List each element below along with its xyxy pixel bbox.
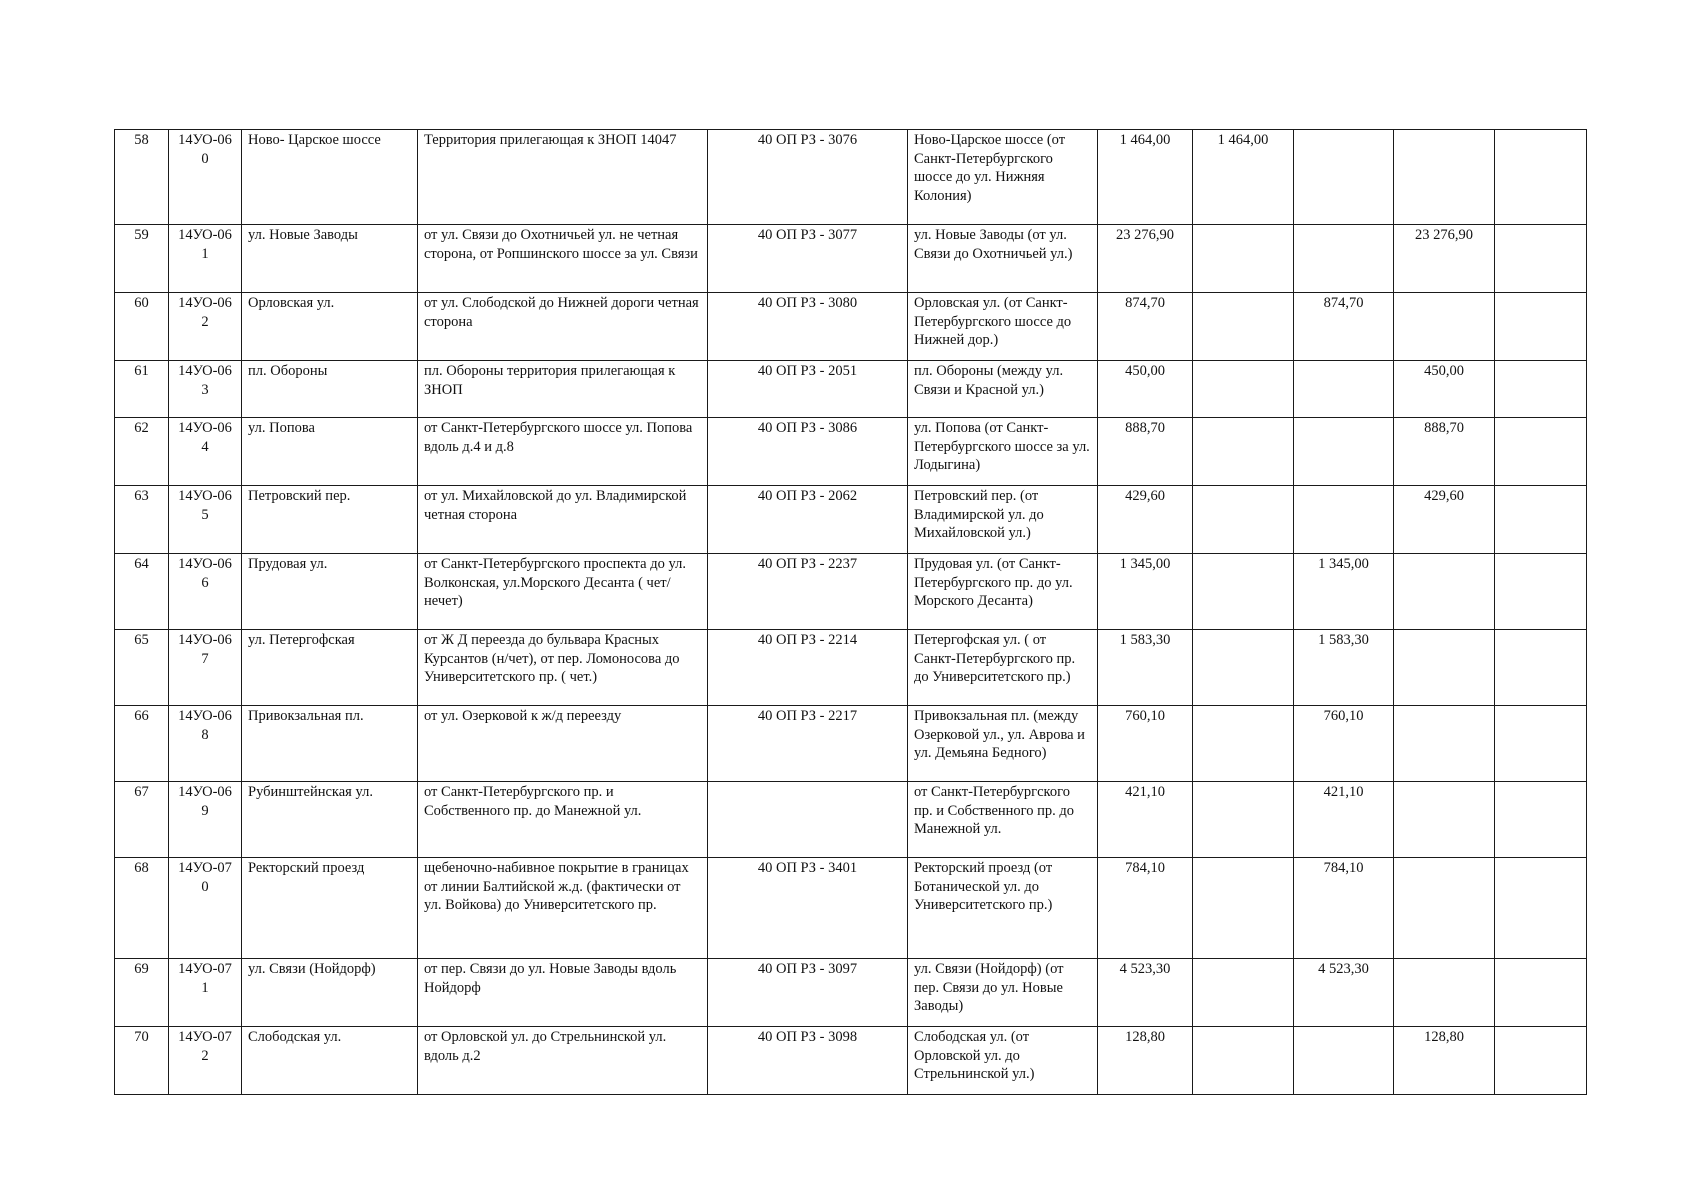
area-category-2: 1 583,30 xyxy=(1294,630,1394,706)
object-code: 14УО-069 xyxy=(169,782,242,858)
area-category-3 xyxy=(1394,630,1495,706)
area-category-3 xyxy=(1394,959,1495,1027)
road-full-name: Ректорский проезд (от Ботанической ул. до Университетского пр.) xyxy=(908,858,1098,959)
road-full-name: Слободская ул. (от Орловской ул. до Стрельнинской ул.) xyxy=(908,1027,1098,1095)
area-category-3 xyxy=(1394,706,1495,782)
table-row xyxy=(115,782,1587,858)
registry-number: 40 ОП РЗ - 3401 xyxy=(708,858,908,959)
area-total: 421,10 xyxy=(1098,782,1193,858)
area-total: 128,80 xyxy=(1098,1027,1193,1095)
area-category-1: 1 464,00 xyxy=(1193,130,1294,225)
street-name: Орловская ул. xyxy=(242,293,418,361)
area-category-2 xyxy=(1294,225,1394,293)
section-description: от Санкт-Петербургского проспекта до ул. Волконская, ул.Морского Десанта ( чет/нечет) xyxy=(418,554,708,630)
street-name: Ново- Царское шоссе xyxy=(242,130,418,225)
object-code: 14УО-065 xyxy=(169,486,242,554)
row-number: 59 xyxy=(115,225,169,293)
area-category-1 xyxy=(1193,554,1294,630)
street-name: Привокзальная пл. xyxy=(242,706,418,782)
table-row xyxy=(115,225,1587,293)
area-category-2: 421,10 xyxy=(1294,782,1394,858)
area-category-4 xyxy=(1495,554,1587,630)
area-category-1 xyxy=(1193,858,1294,959)
row-number: 61 xyxy=(115,361,169,418)
area-category-1 xyxy=(1193,782,1294,858)
street-name: ул. Новые Заводы xyxy=(242,225,418,293)
street-name: Ректорский проезд xyxy=(242,858,418,959)
table-body xyxy=(115,130,1587,1095)
section-description: от ул. Озерковой к ж/д переезду xyxy=(418,706,708,782)
area-category-4 xyxy=(1495,293,1587,361)
row-number: 60 xyxy=(115,293,169,361)
road-full-name: от Санкт-Петербургского пр. и Собственного пр. до Манежной ул. xyxy=(908,782,1098,858)
area-category-4 xyxy=(1495,225,1587,293)
road-full-name: Ново-Царское шоссе (от Санкт-Петербургского шоссе до ул. Нижняя Колония) xyxy=(908,130,1098,225)
area-category-4 xyxy=(1495,486,1587,554)
registry-number: 40 ОП РЗ - 3098 xyxy=(708,1027,908,1095)
section-description: от пер. Связи до ул. Новые Заводы вдоль Нойдорф xyxy=(418,959,708,1027)
registry-number: 40 ОП РЗ - 2237 xyxy=(708,554,908,630)
area-total: 23 276,90 xyxy=(1098,225,1193,293)
area-total: 760,10 xyxy=(1098,706,1193,782)
area-category-2 xyxy=(1294,130,1394,225)
section-description: от ул. Михайловской до ул. Владимирской четная сторона xyxy=(418,486,708,554)
object-code: 14УО-063 xyxy=(169,361,242,418)
object-code: 14УО-068 xyxy=(169,706,242,782)
area-category-1 xyxy=(1193,486,1294,554)
object-code: 14УО-066 xyxy=(169,554,242,630)
registry-number: 40 ОП РЗ - 2214 xyxy=(708,630,908,706)
area-category-3 xyxy=(1394,130,1495,225)
area-total: 784,10 xyxy=(1098,858,1193,959)
area-category-2 xyxy=(1294,1027,1394,1095)
street-name: Слободская ул. xyxy=(242,1027,418,1095)
registry-number: 40 ОП РЗ - 3097 xyxy=(708,959,908,1027)
area-category-2: 4 523,30 xyxy=(1294,959,1394,1027)
object-code: 14УО-060 xyxy=(169,130,242,225)
street-name: Петровский пер. xyxy=(242,486,418,554)
area-category-2: 874,70 xyxy=(1294,293,1394,361)
section-description: от ул. Связи до Охотничьей ул. не четная сторона, от Ропшинского шоссе за ул. Связи xyxy=(418,225,708,293)
area-category-3 xyxy=(1394,293,1495,361)
area-category-2: 760,10 xyxy=(1294,706,1394,782)
table-row xyxy=(115,361,1587,418)
table-row xyxy=(115,486,1587,554)
area-category-1 xyxy=(1193,959,1294,1027)
area-total: 874,70 xyxy=(1098,293,1193,361)
registry-number: 40 ОП РЗ - 3080 xyxy=(708,293,908,361)
object-code: 14УО-070 xyxy=(169,858,242,959)
table-row xyxy=(115,858,1587,959)
registry-number: 40 ОП РЗ - 2051 xyxy=(708,361,908,418)
area-total: 429,60 xyxy=(1098,486,1193,554)
area-category-3 xyxy=(1394,554,1495,630)
street-name: пл. Обороны xyxy=(242,361,418,418)
area-category-1 xyxy=(1193,1027,1294,1095)
street-name: ул. Петергофская xyxy=(242,630,418,706)
area-total: 450,00 xyxy=(1098,361,1193,418)
area-category-4 xyxy=(1495,130,1587,225)
street-name: ул. Попова xyxy=(242,418,418,486)
row-number: 70 xyxy=(115,1027,169,1095)
road-full-name: Петергофская ул. ( от Санкт-Петербургского пр. до Университетского пр.) xyxy=(908,630,1098,706)
area-category-3: 888,70 xyxy=(1394,418,1495,486)
area-category-1 xyxy=(1193,293,1294,361)
road-full-name: Петровский пер. (от Владимирской ул. до Михайловской ул.) xyxy=(908,486,1098,554)
area-category-3: 429,60 xyxy=(1394,486,1495,554)
object-code: 14УО-064 xyxy=(169,418,242,486)
row-number: 62 xyxy=(115,418,169,486)
registry-number: 40 ОП РЗ - 2062 xyxy=(708,486,908,554)
area-category-2: 784,10 xyxy=(1294,858,1394,959)
area-category-2 xyxy=(1294,361,1394,418)
road-full-name: ул. Попова (от Санкт-Петербургского шоссе за ул. Лодыгина) xyxy=(908,418,1098,486)
area-category-3: 128,80 xyxy=(1394,1027,1495,1095)
area-category-1 xyxy=(1193,706,1294,782)
area-category-4 xyxy=(1495,706,1587,782)
row-number: 66 xyxy=(115,706,169,782)
registry-number: 40 ОП РЗ - 2217 xyxy=(708,706,908,782)
area-category-3: 23 276,90 xyxy=(1394,225,1495,293)
section-description: пл. Обороны территория прилегающая к ЗНОП xyxy=(418,361,708,418)
road-full-name: Орловская ул. (от Санкт-Петербургского шоссе до Нижней дор.) xyxy=(908,293,1098,361)
area-category-4 xyxy=(1495,959,1587,1027)
section-description: щебеночно-набивное покрытие в границах от линии Балтийской ж.д. (фактически от ул. Войкова) до Университетского пр. xyxy=(418,858,708,959)
area-category-1 xyxy=(1193,225,1294,293)
street-name: Прудовая ул. xyxy=(242,554,418,630)
area-total: 888,70 xyxy=(1098,418,1193,486)
section-description: от ул. Слободской до Нижней дороги четная сторона xyxy=(418,293,708,361)
area-category-4 xyxy=(1495,418,1587,486)
area-category-4 xyxy=(1495,630,1587,706)
area-category-1 xyxy=(1193,361,1294,418)
row-number: 69 xyxy=(115,959,169,1027)
object-code: 14УО-072 xyxy=(169,1027,242,1095)
road-registry-sheet xyxy=(114,129,1586,1095)
area-total: 1 464,00 xyxy=(1098,130,1193,225)
area-total: 1 583,30 xyxy=(1098,630,1193,706)
street-name: Рубинштейнская ул. xyxy=(242,782,418,858)
section-description: от Санкт-Петербургского пр. и Собственного пр. до Манежной ул. xyxy=(418,782,708,858)
area-category-1 xyxy=(1193,630,1294,706)
road-full-name: ул. Связи (Нойдорф) (от пер. Связи до ул. Новые Заводы) xyxy=(908,959,1098,1027)
area-total: 1 345,00 xyxy=(1098,554,1193,630)
area-category-4 xyxy=(1495,361,1587,418)
area-category-2: 1 345,00 xyxy=(1294,554,1394,630)
road-full-name: ул. Новые Заводы (от ул. Связи до Охотничьей ул.) xyxy=(908,225,1098,293)
road-registry-table xyxy=(114,129,1587,1095)
area-category-3 xyxy=(1394,858,1495,959)
section-description: от Ж Д переезда до бульвара Красных Курсантов (н/чет), от пер. Ломоносова до Университетского пр. ( чет.) xyxy=(418,630,708,706)
table-row xyxy=(115,959,1587,1027)
registry-number: 40 ОП РЗ - 3076 xyxy=(708,130,908,225)
table-row xyxy=(115,418,1587,486)
row-number: 64 xyxy=(115,554,169,630)
table-row xyxy=(115,706,1587,782)
road-full-name: пл. Обороны (между ул. Связи и Красной ул.) xyxy=(908,361,1098,418)
area-category-2 xyxy=(1294,418,1394,486)
registry-number: 40 ОП РЗ - 3077 xyxy=(708,225,908,293)
row-number: 63 xyxy=(115,486,169,554)
row-number: 65 xyxy=(115,630,169,706)
area-category-2 xyxy=(1294,486,1394,554)
road-full-name: Прудовая ул. (от Санкт-Петербургского пр. до ул. Морского Десанта) xyxy=(908,554,1098,630)
object-code: 14УО-062 xyxy=(169,293,242,361)
object-code: 14УО-061 xyxy=(169,225,242,293)
area-category-3 xyxy=(1394,782,1495,858)
street-name: ул. Связи (Нойдорф) xyxy=(242,959,418,1027)
registry-number xyxy=(708,782,908,858)
table-row xyxy=(115,130,1587,225)
table-row xyxy=(115,630,1587,706)
row-number: 67 xyxy=(115,782,169,858)
area-category-3: 450,00 xyxy=(1394,361,1495,418)
section-description: от Санкт-Петербургского шоссе ул. Попова вдоль д.4 и д.8 xyxy=(418,418,708,486)
road-full-name: Привокзальная пл. (между Озерковой ул., ул. Аврова и ул. Демьяна Бедного) xyxy=(908,706,1098,782)
table-row xyxy=(115,554,1587,630)
table-row xyxy=(115,1027,1587,1095)
area-category-4 xyxy=(1495,1027,1587,1095)
table-row xyxy=(115,293,1587,361)
registry-number: 40 ОП РЗ - 3086 xyxy=(708,418,908,486)
section-description: Территория прилегающая к ЗНОП 14047 xyxy=(418,130,708,225)
area-category-4 xyxy=(1495,858,1587,959)
area-total: 4 523,30 xyxy=(1098,959,1193,1027)
area-category-4 xyxy=(1495,782,1587,858)
row-number: 68 xyxy=(115,858,169,959)
row-number: 58 xyxy=(115,130,169,225)
area-category-1 xyxy=(1193,418,1294,486)
section-description: от Орловской ул. до Стрельнинской ул. вдоль д.2 xyxy=(418,1027,708,1095)
object-code: 14УО-067 xyxy=(169,630,242,706)
object-code: 14УО-071 xyxy=(169,959,242,1027)
